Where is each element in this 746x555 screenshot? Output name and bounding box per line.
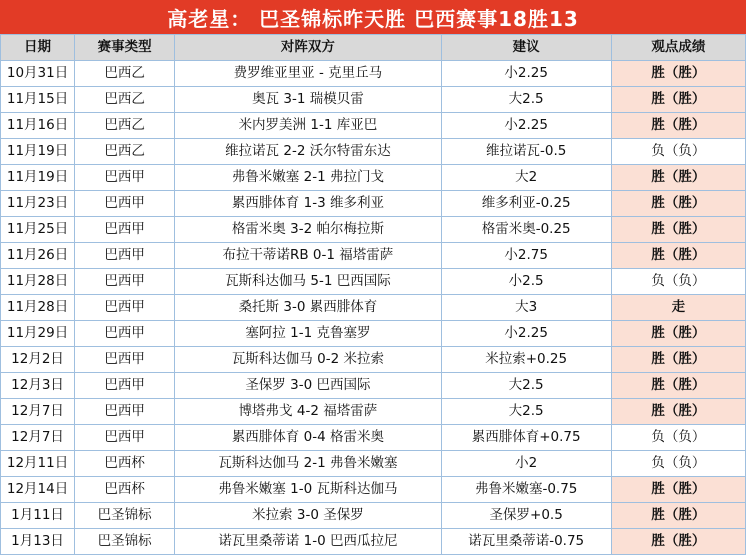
table-row — [1, 503, 746, 529]
cell-advice: 格雷米奥-0.25 — [441, 217, 611, 243]
cell-league: 巴圣锦标 — [75, 503, 175, 529]
cell-result: 胜（胜） — [611, 113, 745, 139]
cell-advice: 大2.5 — [441, 399, 611, 425]
cell-match: 桑托斯 3-0 累西腓体育 — [175, 295, 441, 321]
cell-result: 胜（胜） — [611, 529, 745, 555]
column-header-result: 观点成绩 — [611, 35, 745, 61]
cell-match: 费罗维亚里亚 - 克里丘马 — [175, 61, 441, 87]
cell-match: 弗鲁米嫩塞 2-1 弗拉门戈 — [175, 165, 441, 191]
predictions-table — [0, 34, 746, 555]
cell-advice: 大2 — [441, 165, 611, 191]
cell-date: 12月14日 — [1, 477, 75, 503]
cell-match: 布拉干蒂诺RB 0-1 福塔雷萨 — [175, 243, 441, 269]
cell-advice: 圣保罗+0.5 — [441, 503, 611, 529]
cell-date: 10月31日 — [1, 61, 75, 87]
table-row — [1, 373, 746, 399]
cell-match: 瓦斯科达伽马 2-1 弗鲁米嫩塞 — [175, 451, 441, 477]
page-title: 高老星： 巴圣锦标昨天胜 巴西赛事18胜13 — [0, 0, 746, 34]
cell-result: 胜（胜） — [611, 191, 745, 217]
cell-result: 胜（胜） — [611, 321, 745, 347]
cell-date: 11月19日 — [1, 139, 75, 165]
cell-match: 博塔弗戈 4-2 福塔雷萨 — [175, 399, 441, 425]
table-row — [1, 321, 746, 347]
cell-advice: 小2.5 — [441, 269, 611, 295]
cell-advice: 维多利亚-0.25 — [441, 191, 611, 217]
table-row — [1, 139, 746, 165]
cell-result: 胜（胜） — [611, 217, 745, 243]
cell-date: 12月7日 — [1, 399, 75, 425]
cell-advice: 小2 — [441, 451, 611, 477]
column-header-advice: 建议 — [441, 35, 611, 61]
cell-league: 巴西乙 — [75, 61, 175, 87]
table-row — [1, 61, 746, 87]
table-row — [1, 425, 746, 451]
cell-result: 负（负） — [611, 139, 745, 165]
table-row — [1, 529, 746, 555]
table-row — [1, 243, 746, 269]
cell-result: 负（负） — [611, 451, 745, 477]
cell-result: 胜（胜） — [611, 347, 745, 373]
cell-match: 累西腓体育 1-3 维多利亚 — [175, 191, 441, 217]
cell-advice: 大3 — [441, 295, 611, 321]
cell-league: 巴西甲 — [75, 321, 175, 347]
table-body — [1, 61, 746, 555]
table-row — [1, 165, 746, 191]
table-row — [1, 87, 746, 113]
cell-date: 12月11日 — [1, 451, 75, 477]
cell-league: 巴西甲 — [75, 243, 175, 269]
table-row — [1, 347, 746, 373]
cell-result: 胜（胜） — [611, 243, 745, 269]
cell-league: 巴西甲 — [75, 191, 175, 217]
cell-match: 累西腓体育 0-4 格雷米奥 — [175, 425, 441, 451]
cell-advice: 小2.25 — [441, 321, 611, 347]
cell-date: 11月19日 — [1, 165, 75, 191]
cell-date: 11月26日 — [1, 243, 75, 269]
cell-league: 巴西甲 — [75, 373, 175, 399]
cell-date: 11月23日 — [1, 191, 75, 217]
table-row — [1, 269, 746, 295]
cell-league: 巴西甲 — [75, 217, 175, 243]
table-row — [1, 217, 746, 243]
cell-result: 胜（胜） — [611, 503, 745, 529]
cell-match: 瓦斯科达伽马 5-1 巴西国际 — [175, 269, 441, 295]
cell-advice: 弗鲁米嫩塞-0.75 — [441, 477, 611, 503]
cell-advice: 累西腓体育+0.75 — [441, 425, 611, 451]
cell-date: 1月13日 — [1, 529, 75, 555]
cell-league: 巴西甲 — [75, 295, 175, 321]
cell-match: 诺瓦里桑蒂诺 1-0 巴西瓜拉尼 — [175, 529, 441, 555]
cell-date: 11月25日 — [1, 217, 75, 243]
cell-date: 12月2日 — [1, 347, 75, 373]
cell-advice: 大2.5 — [441, 373, 611, 399]
cell-advice: 小2.25 — [441, 113, 611, 139]
cell-advice: 大2.5 — [441, 87, 611, 113]
cell-advice: 米拉索+0.25 — [441, 347, 611, 373]
table-header — [1, 35, 746, 61]
cell-match: 弗鲁米嫩塞 1-0 瓦斯科达伽马 — [175, 477, 441, 503]
column-header-date: 日期 — [1, 35, 75, 61]
table-row — [1, 191, 746, 217]
cell-result: 胜（胜） — [611, 373, 745, 399]
cell-result: 胜（胜） — [611, 61, 745, 87]
cell-match: 塞阿拉 1-1 克鲁塞罗 — [175, 321, 441, 347]
table-row — [1, 477, 746, 503]
cell-date: 11月16日 — [1, 113, 75, 139]
cell-match: 奥瓦 3-1 瑞模贝雷 — [175, 87, 441, 113]
cell-match: 瓦斯科达伽马 0-2 米拉索 — [175, 347, 441, 373]
cell-result: 胜（胜） — [611, 87, 745, 113]
cell-date: 1月11日 — [1, 503, 75, 529]
cell-result: 负（负） — [611, 269, 745, 295]
cell-advice: 维拉诺瓦-0.5 — [441, 139, 611, 165]
cell-advice: 小2.25 — [441, 61, 611, 87]
cell-result: 胜（胜） — [611, 477, 745, 503]
cell-result: 走 — [611, 295, 745, 321]
cell-date: 12月3日 — [1, 373, 75, 399]
cell-date: 12月7日 — [1, 425, 75, 451]
cell-match: 米拉索 3-0 圣保罗 — [175, 503, 441, 529]
cell-date: 11月28日 — [1, 269, 75, 295]
cell-league: 巴西甲 — [75, 347, 175, 373]
cell-match: 米内罗美洲 1-1 库亚巴 — [175, 113, 441, 139]
cell-result: 负（负） — [611, 425, 745, 451]
cell-date: 11月15日 — [1, 87, 75, 113]
cell-league: 巴圣锦标 — [75, 529, 175, 555]
cell-result: 胜（胜） — [611, 399, 745, 425]
cell-league: 巴西乙 — [75, 139, 175, 165]
column-header-league: 赛事类型 — [75, 35, 175, 61]
cell-league: 巴西甲 — [75, 399, 175, 425]
table-row — [1, 399, 746, 425]
column-header-match: 对阵双方 — [175, 35, 441, 61]
cell-advice: 小2.75 — [441, 243, 611, 269]
cell-league: 巴西杯 — [75, 451, 175, 477]
cell-match: 格雷米奥 3-2 帕尔梅拉斯 — [175, 217, 441, 243]
table-row — [1, 295, 746, 321]
cell-match: 圣保罗 3-0 巴西国际 — [175, 373, 441, 399]
cell-league: 巴西甲 — [75, 165, 175, 191]
table-row — [1, 113, 746, 139]
cell-league: 巴西乙 — [75, 87, 175, 113]
cell-league: 巴西乙 — [75, 113, 175, 139]
cell-advice: 诺瓦里桑蒂诺-0.75 — [441, 529, 611, 555]
cell-result: 胜（胜） — [611, 165, 745, 191]
cell-league: 巴西甲 — [75, 269, 175, 295]
table-row — [1, 451, 746, 477]
table-header-row — [1, 35, 746, 61]
cell-date: 11月28日 — [1, 295, 75, 321]
cell-date: 11月29日 — [1, 321, 75, 347]
cell-league: 巴西杯 — [75, 477, 175, 503]
cell-match: 维拉诺瓦 2-2 沃尔特雷东达 — [175, 139, 441, 165]
cell-league: 巴西甲 — [75, 425, 175, 451]
